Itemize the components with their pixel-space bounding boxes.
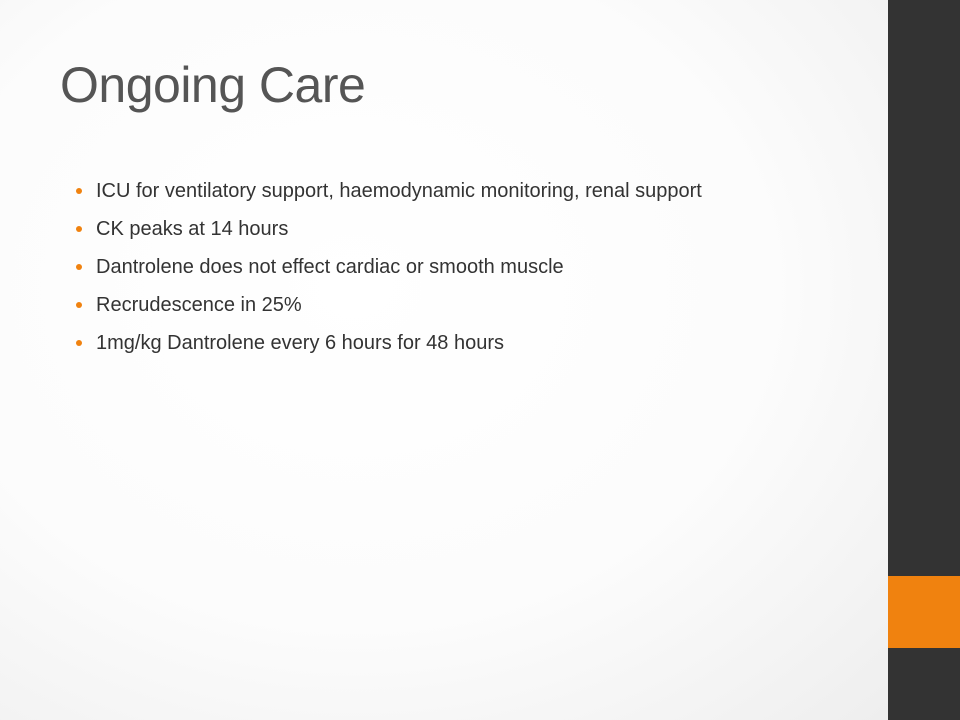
bullet-dot-icon <box>76 340 82 346</box>
bullet-dot-icon <box>76 302 82 308</box>
bullet-text: ICU for ventilatory support, haemodynamic monitoring, renal support <box>96 180 702 202</box>
bullet-item <box>76 175 836 207</box>
sidebar-accent-block <box>888 576 960 648</box>
bullet-text: Recrudescence in 25% <box>96 294 302 316</box>
bullet-dot-icon <box>76 188 82 194</box>
bullet-item <box>76 289 836 321</box>
bullet-dot-icon <box>76 264 82 270</box>
bullet-item <box>76 213 836 245</box>
bullet-item <box>76 327 836 359</box>
bullet-text: CK peaks at 14 hours <box>96 218 289 240</box>
bullet-text: Dantrolene does not effect cardiac or smooth muscle <box>96 256 564 278</box>
bullet-list <box>76 175 836 365</box>
bullet-text: 1mg/kg Dantrolene every 6 hours for 48 hours <box>96 332 504 354</box>
slide-title: Ongoing Care <box>60 57 366 113</box>
bullet-item <box>76 251 836 283</box>
bullet-dot-icon <box>76 226 82 232</box>
